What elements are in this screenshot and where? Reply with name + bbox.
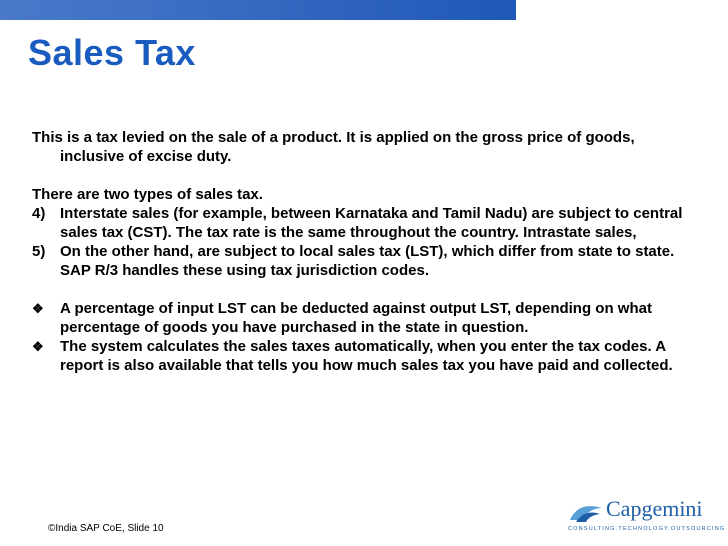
diamond-bullet-icon: ❖ [32,301,44,316]
numbered-item [32,204,692,242]
list-number: 4) [32,205,46,222]
logo-wordmark: Capgemini [606,496,703,521]
list-item-text: Interstate sales (for example, between Karnataka and Tamil Nadu) are subject to central sales tax (CST). The tax rate is the same throughout the country. Intrastate sales, [60,205,683,241]
slide-footer: ©India SAP CoE, Slide 10 [48,523,164,534]
types-intro: There are two types of sales tax. [32,186,263,203]
list-number: 5) [32,243,46,260]
top-accent-bar [0,0,516,20]
numbered-item [32,242,692,280]
bullet-item-text: The system calculates the sales taxes automatically, when you enter the tax codes. A report is also available that tells you how much sales tax you have paid and collected. [60,338,673,374]
logo-tagline: CONSULTING.TECHNOLOGY.OUTSOURCING [568,526,726,532]
spade-logo-icon [566,502,606,524]
bullet-item [32,299,692,337]
slide-body [32,128,692,375]
intro-paragraph: This is a tax levied on the sale of a product. It is applied on the gross price of goods, inclusive of excise duty. [32,129,635,165]
list-item-text: On the other hand, are subject to local sales tax (LST), which differ from state to state. SAP R/3 handles these using tax jurisdiction codes. [60,243,675,279]
bullet-item-text: A percentage of input LST can be deducted against output LST, depending on what percentage of goods you have purchased in the state in question. [60,300,652,336]
diamond-bullet-icon: ❖ [32,339,44,354]
bullet-item [32,337,692,375]
capgemini-logo [566,496,726,536]
slide-title: Sales Tax [28,32,196,73]
